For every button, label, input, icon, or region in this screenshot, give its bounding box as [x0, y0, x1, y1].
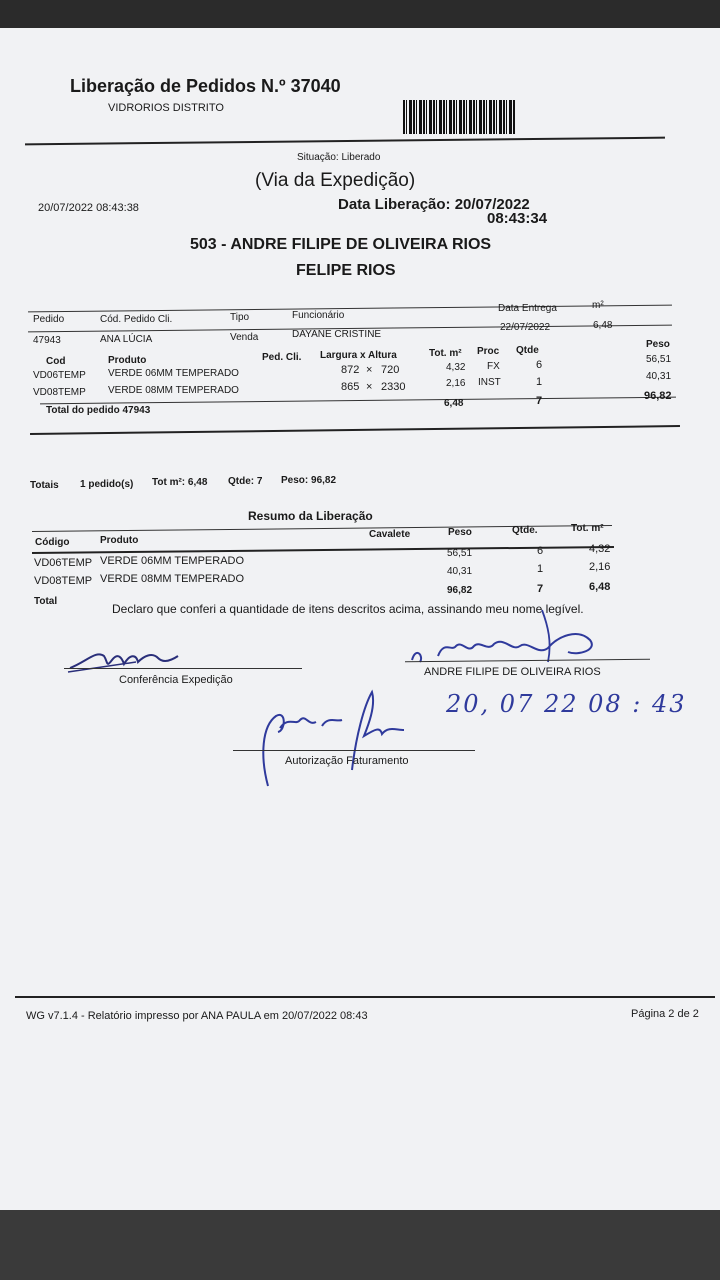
item-col-tot-m2: Tot. m²	[429, 348, 462, 359]
item-2-proc: INST	[478, 377, 501, 388]
item-1-qtde: 6	[536, 359, 543, 371]
conferencia-signature	[66, 640, 196, 676]
resumo-total-peso: 96,82	[447, 585, 473, 596]
situacao-label: Situação: Liberado	[297, 152, 381, 163]
item-1-tot-m2: 4,32	[446, 362, 466, 373]
order-tipo-value: Venda	[230, 332, 259, 343]
order-funcionario-value: DAYANE CRISTINE	[292, 329, 382, 340]
item-col-proc: Proc	[477, 346, 500, 357]
resumo-col-tot-m2: Tot. m²	[571, 523, 604, 534]
resumo-col-peso: Peso	[448, 527, 472, 538]
resumo-total-m2: 6,48	[589, 581, 611, 593]
resumo-header-rule	[32, 546, 614, 554]
autorizacao-line	[233, 750, 475, 751]
resumo-row-2-peso: 40,31	[447, 566, 473, 577]
col-funcionario: Funcionário	[292, 310, 345, 321]
resumo-title: Resumo da Liberação	[248, 509, 373, 523]
item-1-altura: 720	[381, 364, 400, 376]
item-2-qtde: 1	[536, 376, 543, 388]
item-1-cod: VD06TEMP	[33, 370, 86, 381]
order-total-qtde: 7	[536, 395, 543, 407]
resumo-row-1-qtde: 6	[537, 545, 544, 557]
company-name: VIDRORIOS DISTRITO	[108, 102, 224, 114]
cliente-name-label: ANDRE FILIPE DE OLIVEIRA RIOS	[424, 666, 601, 678]
footer-page: Página 2 de 2	[631, 1008, 699, 1020]
item-col-peso: Peso	[646, 339, 670, 350]
totais-peso: Peso: 96,82	[281, 475, 337, 486]
item-col-dim: Largura x Altura	[320, 350, 397, 361]
resumo-row-1-peso: 56,51	[447, 548, 473, 559]
order-top-rule	[28, 305, 672, 313]
conferencia-label: Conferência Expedição	[119, 674, 233, 686]
barcode	[403, 100, 515, 134]
background-surface	[0, 1210, 720, 1280]
resumo-total-qtde: 7	[537, 583, 544, 595]
resumo-row-2-produto: VERDE 08MM TEMPERADO	[100, 573, 245, 585]
via-label: (Via da Expedição)	[255, 170, 416, 191]
conferencia-line	[64, 668, 302, 669]
item-col-qtde: Qtde	[516, 345, 539, 356]
data-liberacao-time: 08:43:34	[487, 210, 548, 227]
resumo-row-2-codigo: VD08TEMP	[34, 575, 93, 587]
col-tipo: Tipo	[230, 312, 250, 323]
order-total-rule	[40, 397, 676, 405]
autorizacao-signature	[256, 686, 416, 794]
order-pedido-value: 47943	[33, 335, 61, 346]
col-cod-pedido-cli: Cód. Pedido Cli.	[100, 314, 173, 325]
order-total-label: Total do pedido 47943	[46, 405, 151, 416]
document-title: Liberação de Pedidos N.º 37040	[70, 76, 341, 96]
footer-rule	[15, 996, 715, 998]
totais-label: Totais	[30, 480, 59, 491]
client-nickname: FELIPE RIOS	[296, 262, 396, 279]
order-bottom-rule	[30, 425, 680, 435]
resumo-row-2-tot-m2: 2,16	[589, 561, 611, 573]
resumo-col-cavalete: Cavalete	[369, 529, 411, 540]
item-2-x: ×	[366, 381, 373, 393]
resumo-col-qtde: Qtde.	[512, 525, 538, 536]
order-cliente-value: ANA LÚCIA	[100, 334, 153, 345]
data-liberacao: Data Liberação: 20/07/2022	[338, 196, 530, 213]
item-2-tot-m2: 2,16	[446, 378, 466, 389]
handwritten-date: 20, 07 22 08 : 43	[446, 690, 687, 718]
resumo-total-label: Total	[34, 596, 58, 607]
resumo-row-2-qtde: 1	[537, 563, 544, 575]
col-pedido: Pedido	[33, 314, 65, 325]
resumo-row-1-codigo: VD06TEMP	[34, 557, 93, 569]
totais-m2: Tot m²: 6,48	[152, 477, 208, 488]
order-data-entrega-value: 22/07/2022	[500, 322, 551, 333]
footer-left: WG v7.1.4 - Relatório impresso por ANA PAULA em 20/07/2022 08:43	[26, 1010, 368, 1022]
declaration-text: Declaro que conferi a quantidade de itens descritos acima, assinando meu nome legível.	[112, 602, 584, 616]
resumo-col-produto: Produto	[100, 535, 139, 546]
order-total-m2: 6,48	[444, 398, 464, 409]
item-1-x: ×	[366, 364, 373, 376]
col-data-entrega: Data Entrega	[498, 303, 557, 314]
order-m2-value: 6,48	[593, 320, 613, 331]
item-2-produto: VERDE 08MM TEMPERADO	[108, 385, 239, 396]
item-2-peso: 40,31	[646, 371, 672, 382]
totais-qtde: Qtde: 7	[228, 476, 263, 487]
resumo-col-codigo: Código	[35, 537, 70, 548]
resumo-row-1-tot-m2: 4,32	[589, 543, 611, 555]
item-col-produto: Produto	[108, 355, 147, 366]
item-1-produto: VERDE 06MM TEMPERADO	[108, 368, 239, 379]
item-2-altura: 2330	[381, 381, 406, 393]
autorizacao-label: Autorização Faturamento	[285, 755, 409, 767]
print-datetime: 20/07/2022 08:43:38	[38, 202, 139, 214]
item-1-largura: 872	[341, 364, 360, 376]
item-col-cod: Cod	[46, 356, 66, 367]
col-m2: m²	[592, 300, 604, 311]
item-2-largura: 865	[341, 381, 360, 393]
item-1-proc: FX	[487, 361, 500, 372]
totais-pedidos: 1 pedido(s)	[80, 479, 134, 490]
header-divider	[25, 137, 665, 146]
item-col-ped-cli: Ped. Cli.	[262, 352, 302, 363]
client-name: 503 - ANDRE FILIPE DE OLIVEIRA RIOS	[190, 236, 492, 253]
order-total-peso: 96,82	[644, 390, 672, 402]
resumo-row-1-produto: VERDE 06MM TEMPERADO	[100, 555, 245, 567]
item-2-cod: VD08TEMP	[33, 387, 86, 398]
item-1-peso: 56,51	[646, 354, 672, 365]
document-page	[0, 28, 720, 1210]
